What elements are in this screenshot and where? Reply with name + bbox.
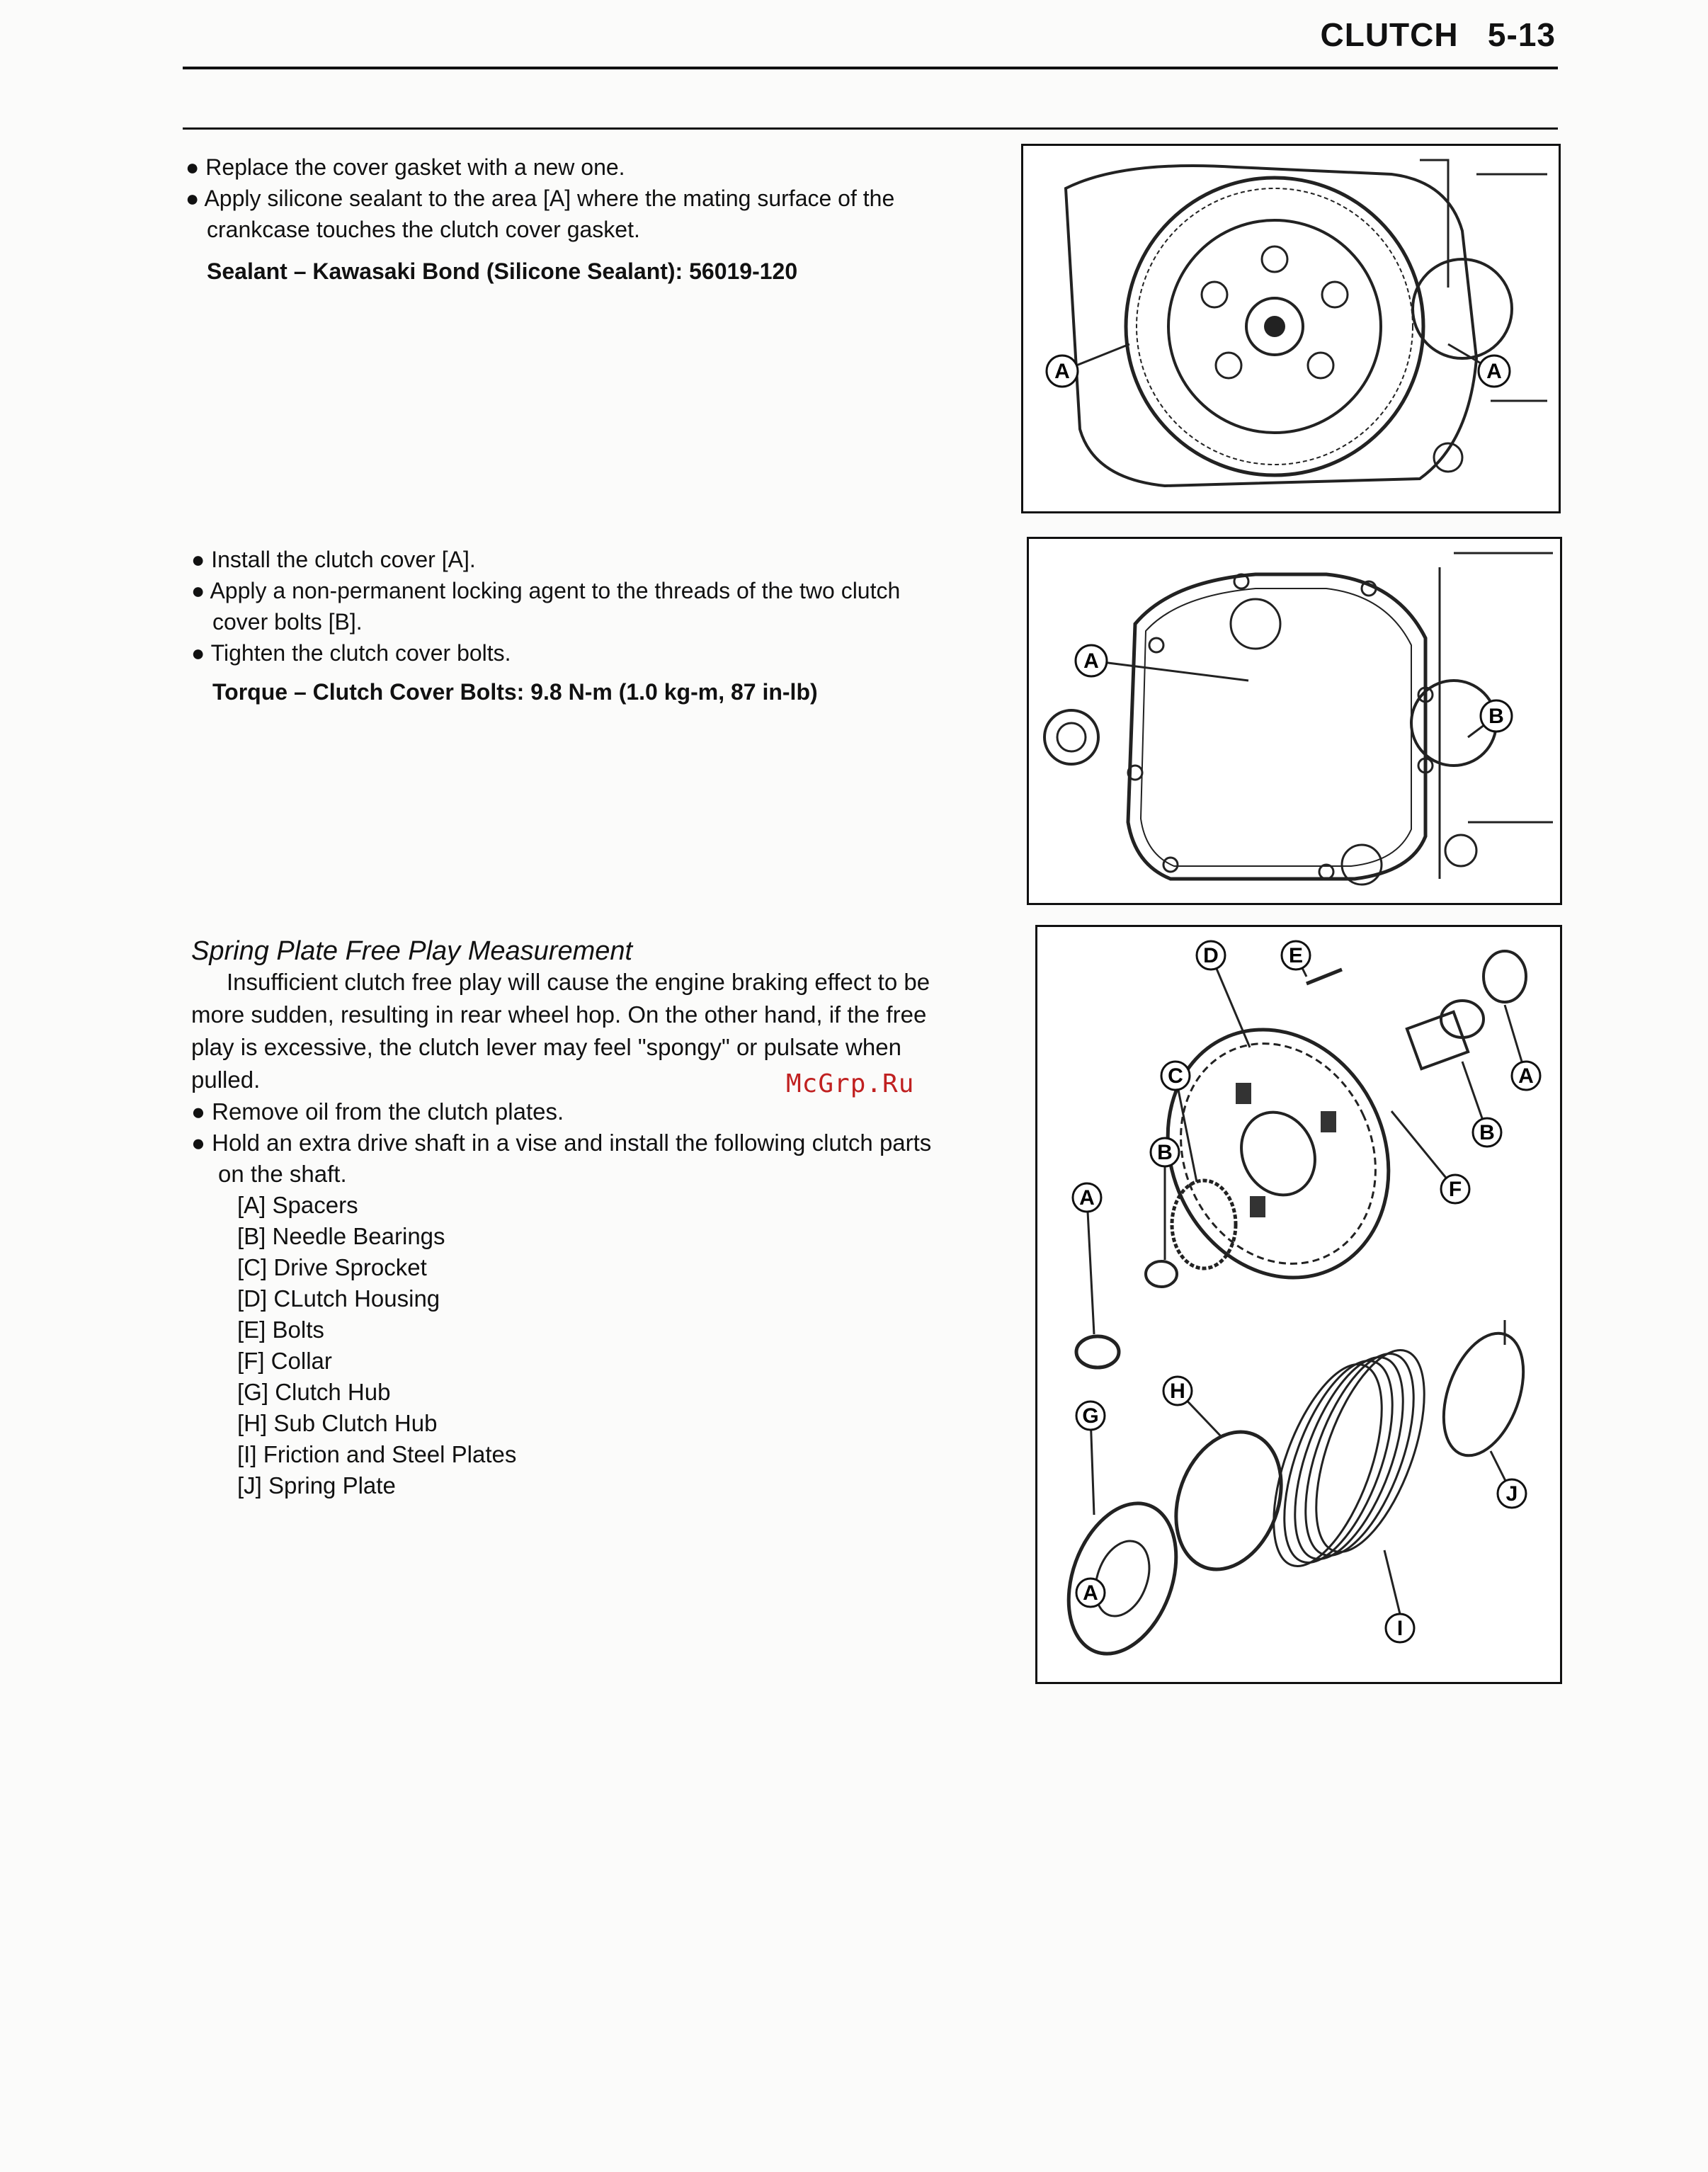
section-heading: Spring Plate Free Play Measurement <box>191 936 633 966</box>
figure3-callout: C <box>1168 1064 1183 1088</box>
figure3-callout: D <box>1203 944 1219 967</box>
parts-list-item: [F] Collar <box>237 1348 332 1374</box>
header-rule <box>183 67 1558 69</box>
list-item: ● Apply a non-permanent locking agent to the threads of the two clutch <box>191 578 901 603</box>
figure3-callout: E <box>1288 944 1304 967</box>
figure3-callout: A <box>1083 1581 1098 1605</box>
figure-clutch-cover <box>1027 537 1562 905</box>
figure3-callout: J <box>1505 1482 1518 1506</box>
list-item: ● Install the clutch cover [A]. <box>191 547 476 572</box>
paragraph-line: play is excessive, the clutch lever may feel "spongy" or pulsate when <box>191 1034 901 1060</box>
parts-list-item: [J] Spring Plate <box>237 1472 396 1499</box>
figure3-callout: H <box>1170 1380 1185 1403</box>
parts-list-item: [I] Friction and Steel Plates <box>237 1441 517 1467</box>
figure3-callout: F <box>1448 1178 1462 1201</box>
parts-list-item: [D] CLutch Housing <box>237 1285 440 1312</box>
figure2-callout: A <box>1083 649 1099 673</box>
parts-list-item: [H] Sub Clutch Hub <box>237 1410 438 1436</box>
list-item: ● Remove oil from the clutch plates. <box>191 1098 564 1125</box>
figure3-callout: B <box>1479 1121 1495 1144</box>
figure3-callout: B <box>1157 1141 1173 1164</box>
list-item-continuation: cover bolts [B]. <box>212 609 363 635</box>
step1-block <box>186 152 1007 286</box>
figure3-callout: A <box>1518 1064 1534 1088</box>
parts-list-item: [B] Needle Bearings <box>237 1223 445 1249</box>
parts-list <box>237 1190 733 1501</box>
watermark: McGrp.Ru <box>786 1069 915 1098</box>
figure-clutch-exploded <box>1035 925 1562 1684</box>
section-title: CLUTCH <box>1320 16 1459 53</box>
paragraph-line: Insufficient clutch free play will cause the engine braking effect to be <box>227 969 930 995</box>
figure3-callout: A <box>1079 1186 1095 1210</box>
list-item-continuation: crankcase touches the clutch cover gasket. <box>207 217 640 242</box>
parts-list-item: [G] Clutch Hub <box>237 1379 391 1405</box>
page-number: 5-13 <box>1487 16 1556 53</box>
figure3-callout: I <box>1396 1617 1404 1640</box>
paragraph-line: pulled. <box>191 1067 261 1093</box>
page-header <box>1321 16 1556 54</box>
figure1-callout: A <box>1486 360 1502 383</box>
sealant-spec: Sealant – Kawasaki Bond (Silicone Sealant): 56019-120 <box>207 258 798 284</box>
list-item: ● Apply silicone sealant to the area [A] where the mating surface of the <box>186 186 895 211</box>
torque-spec: Torque – Clutch Cover Bolts: 9.8 N-m (1.0 kg-m, 87 in-lb) <box>212 679 818 705</box>
parts-list-item: [E] Bolts <box>237 1317 324 1343</box>
list-item: ● Replace the cover gasket with a new one. <box>186 154 625 180</box>
parts-list-item: [C] Drive Sprocket <box>237 1254 427 1280</box>
paragraph-line: more sudden, resulting in rear wheel hop. On the other hand, if the free <box>191 1001 927 1028</box>
header-rule-lower <box>183 127 1558 130</box>
figure3-callout: G <box>1082 1404 1099 1428</box>
list-item: ● Tighten the clutch cover bolts. <box>191 640 511 666</box>
parts-list-item: [A] Spacers <box>237 1192 358 1218</box>
list-item: ● Hold an extra drive shaft in a vise and install the following clutch parts <box>191 1130 932 1156</box>
list-item-continuation: on the shaft. <box>218 1161 347 1187</box>
figure2-callout: B <box>1488 705 1504 728</box>
figure-clutch-crankcase <box>1021 144 1561 513</box>
step2-block <box>191 544 1013 707</box>
figure1-callout: A <box>1054 360 1070 383</box>
